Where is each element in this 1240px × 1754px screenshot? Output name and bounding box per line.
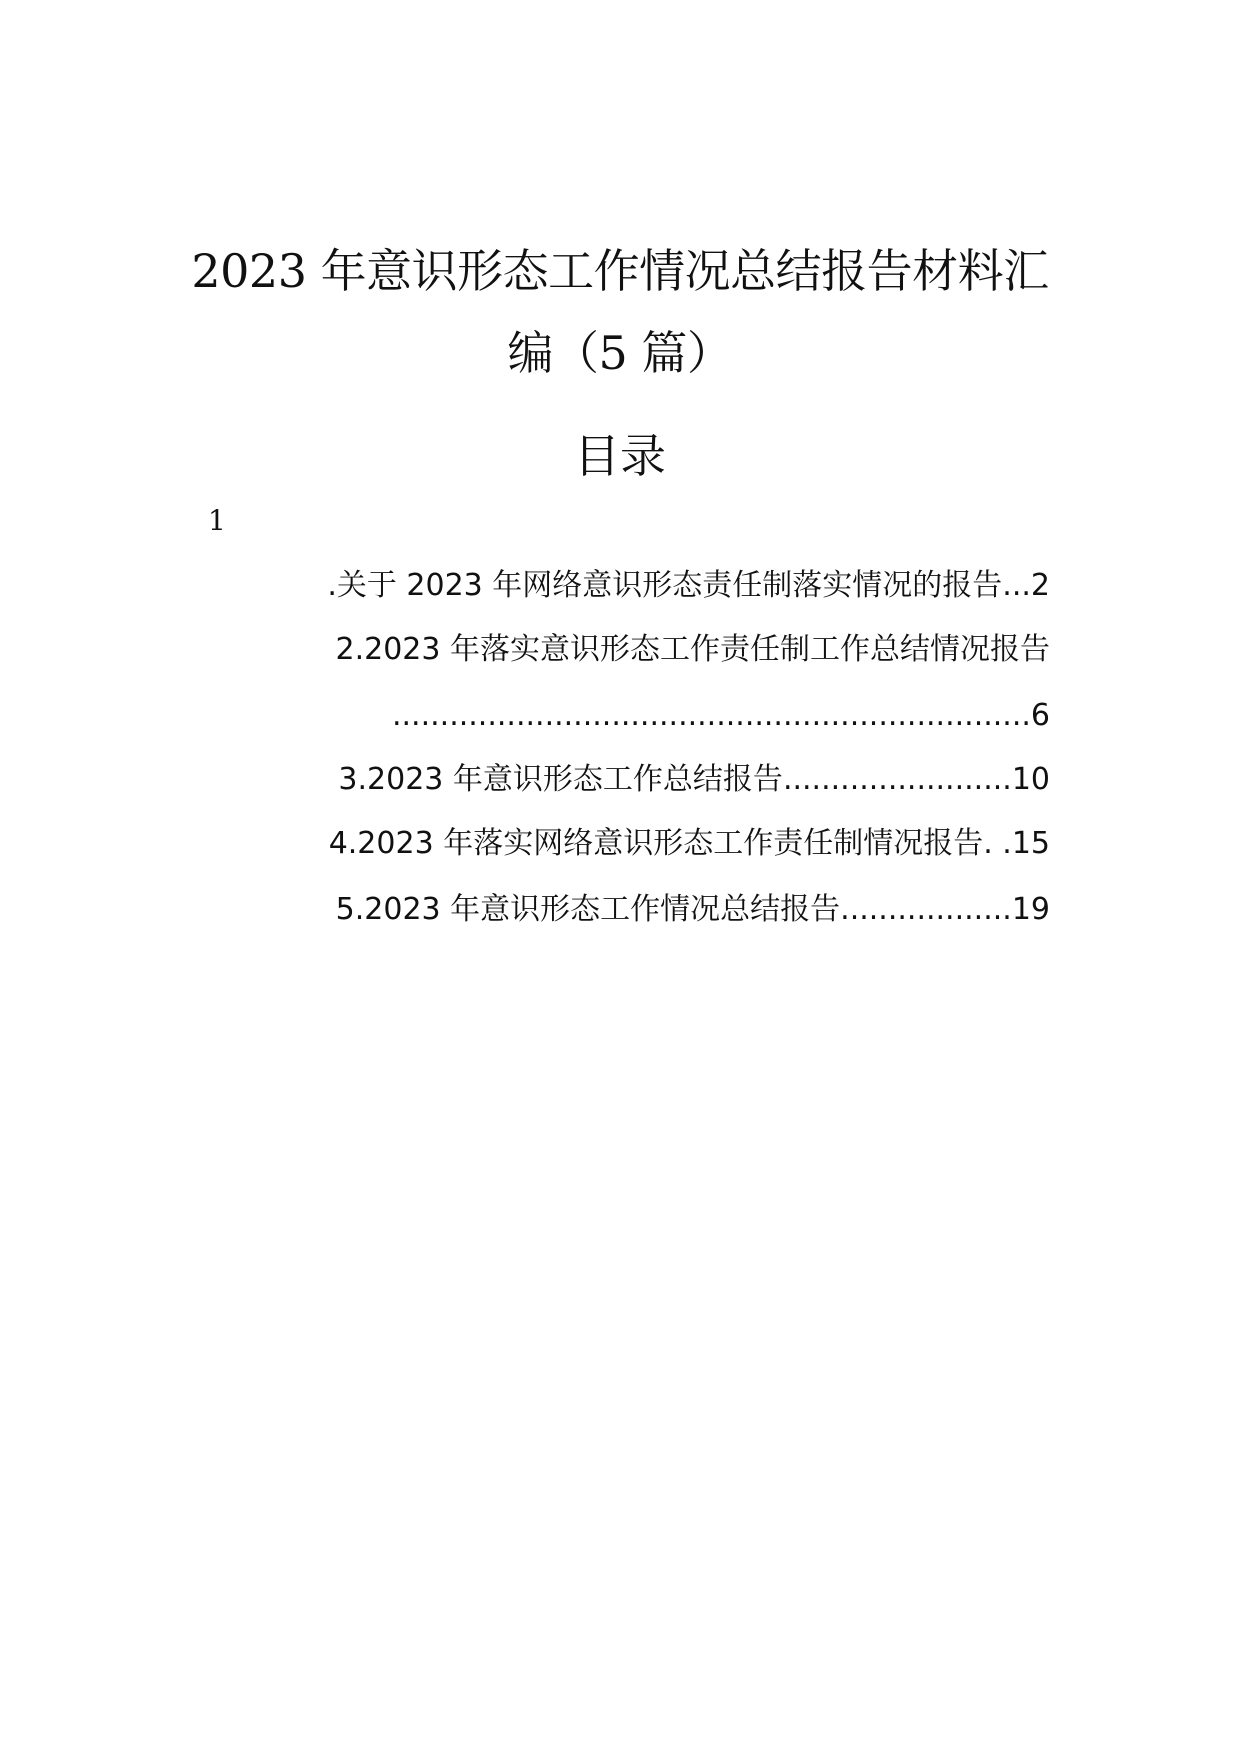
document-title <box>190 230 1050 394</box>
toc-entry-page: 15 <box>1011 826 1050 861</box>
toc-entry-leader: . . <box>983 826 1012 861</box>
toc-entry-leader: ... <box>1002 568 1031 603</box>
toc-entry-text: 4.2023 年落实网络意识形态工作责任制情况报告 <box>328 826 984 861</box>
toc-entry-leader: .................. <box>840 892 1012 927</box>
stray-number: 1 <box>208 504 226 537</box>
toc-entry-text: .关于 2023 年网络意识形态责任制落实情况的报告 <box>327 568 1003 603</box>
toc-entry-page: 19 <box>1011 892 1050 927</box>
toc-entry-page: 10 <box>1011 762 1050 797</box>
toc-entry-5[interactable] <box>336 890 1050 930</box>
toc-entry-page: 2 <box>1030 568 1050 603</box>
toc-entry-2-continuation[interactable] <box>190 696 1050 736</box>
toc-entry-text: 5.2023 年意识形态工作情况总结报告 <box>335 892 841 927</box>
toc-entry-3[interactable] <box>338 760 1050 800</box>
toc-entry-4[interactable] <box>329 824 1050 864</box>
toc-entry-leader: ........................ <box>782 762 1012 797</box>
toc-entry-text: 3.2023 年意识形态工作总结报告 <box>338 762 783 797</box>
toc-heading: 目录 <box>574 429 666 483</box>
toc-entry-leader: ................................................................... <box>391 698 1031 733</box>
document-title-line1: 2023 年意识形态工作情况总结报告材料汇 <box>191 244 1049 298</box>
toc-entry-2[interactable] <box>335 630 1050 670</box>
toc-entry-text: 2.2023 年落实意识形态工作责任制工作总结情况报告 <box>335 632 1050 667</box>
toc-entry-1[interactable] <box>327 566 1050 606</box>
document-title-line2: 编（5 篇） <box>507 326 733 380</box>
toc-entry-page: 6 <box>1030 698 1050 733</box>
